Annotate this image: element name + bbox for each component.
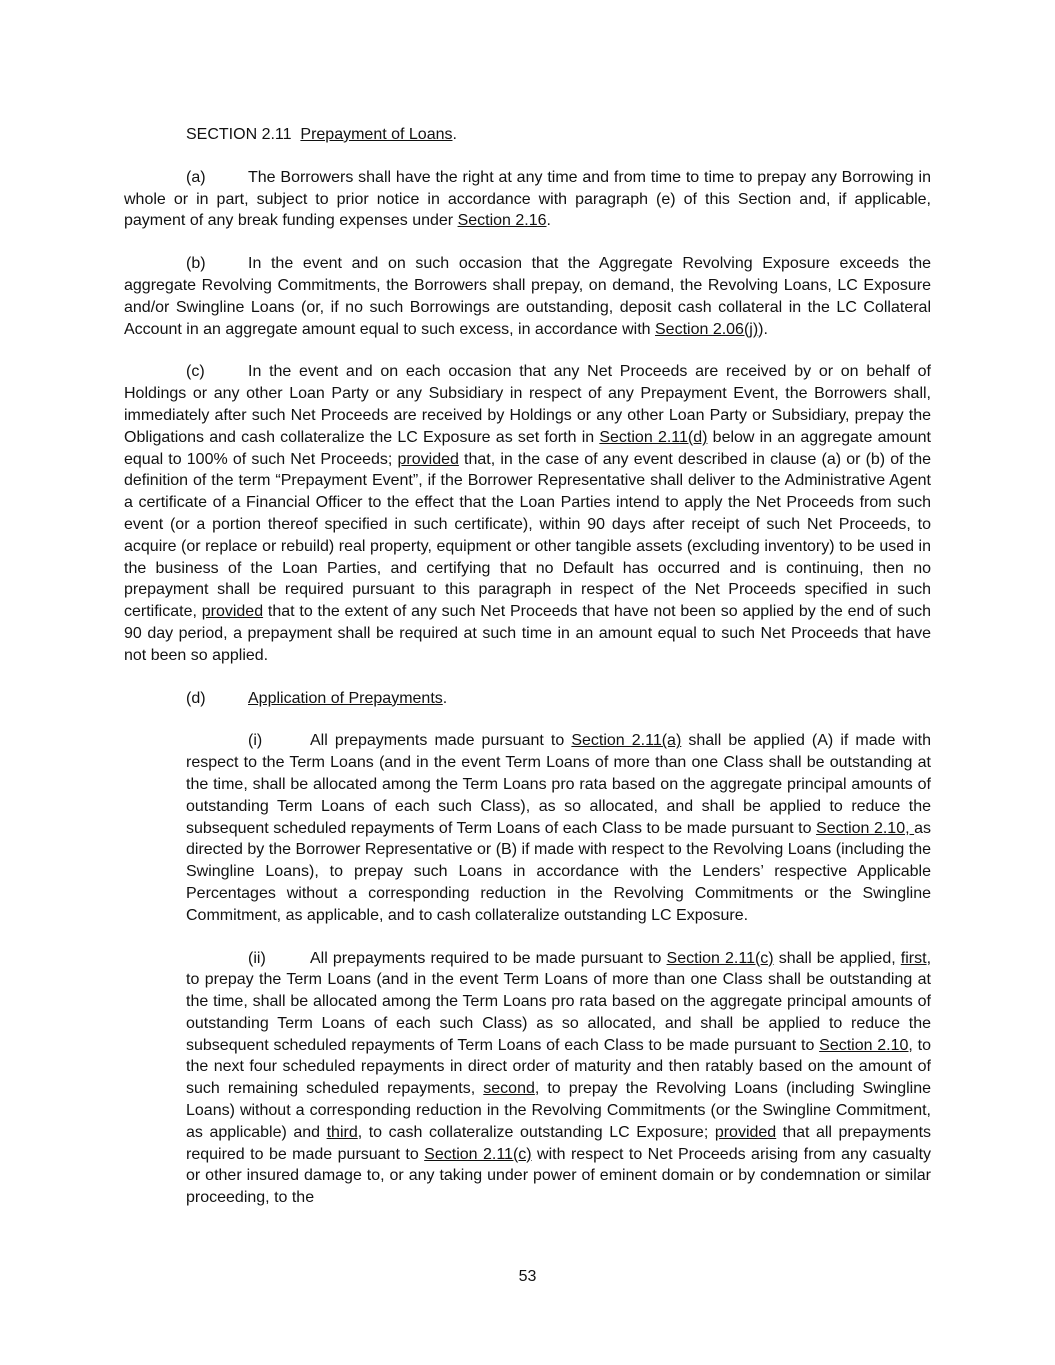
first-term: first <box>900 949 927 967</box>
second-term: second <box>483 1080 535 1098</box>
paragraph-d-ii-text-5: , to prepay the Revolving Loans (including Swingline Loans) without a corresponding reduction in the Revolving Commitments (or the Swingline Commitment, as applicable) and <box>186 1080 932 1141</box>
paragraph-d-ii-text: All prepayments required to be made pursuant to <box>310 949 667 967</box>
section-ref-2-11c: Section 2.11(c) <box>424 1145 532 1163</box>
section-ref-2-11c: Section 2.11(c) <box>666 949 774 967</box>
paragraph-d-ii-text-6: , to cash collateralize outstanding LC Exposure; <box>357 1123 715 1141</box>
provided-term: provided <box>201 603 264 621</box>
section-title: Prepayment of Loans <box>300 126 453 143</box>
paragraph-d-ii <box>186 948 931 1210</box>
paragraph-c-text: In the event and on each occasion that any Net Proceeds are received by or on behalf of Holdings or any other Loan Party or any Subsidiary in respect of any Prepayment Event, the Borrowers shall, immediately after such Net Proceeds are received by Holdings or any other Loan Party or Subsidiary, prepay the Obligations and cash collateralize the LC Exposure as set forth in <box>124 363 931 446</box>
section-ref-2-16: Section 2.16 <box>457 212 547 230</box>
paragraph-d-ii-text-7: that all prepayments required to be made pursuant to <box>186 1123 932 1163</box>
section-ref-2-11d: Section 2.11(d) <box>599 428 708 446</box>
section-ref-2-10: Section 2.10, <box>819 1036 913 1054</box>
paragraph-d-i-text-2: shall be applied (A) if made with respect to the Term Loans (and in the event Term Loans of more than one Class shall be outstanding at the time, shall be allocated among the Term Loans pro rata based on the aggregate principal amounts of outstanding Term Loans of each such Class), as so allocated, and shall be applied to reduce the subsequent scheduled repayments of Term Loans of each Class to be made pursuant to <box>186 732 931 837</box>
paragraph-c-text-4: that to the extent of any such Net Proceeds that have not been so applied by the end of such 90 day period, a prepayment shall be required at such time in an amount equal to such Net Proceeds that have not been so applied. <box>124 603 932 664</box>
paragraph-d-ii-text-8: with respect to Net Proceeds arising from any casualty or other insured damage to, or any taking under power of eminent domain or by condemnation or similar proceeding, to the <box>186 1145 932 1207</box>
page-number: 53 <box>518 1268 537 1285</box>
paragraph-d-ii-label: (ii) <box>248 949 266 967</box>
section-heading <box>124 124 931 146</box>
paragraph-c <box>124 361 931 666</box>
provided-term: provided <box>397 450 459 468</box>
paragraph-d-title-suffix: . <box>442 689 448 707</box>
paragraph-d-ii-text-2: shall be applied, <box>773 949 901 967</box>
paragraph-d-i-text-3: as directed by the Borrower Representative or (B) if made with respect to the Revolving Loans (including the Swingline Loans), to prepay such Loans in accordance with the Lenders’ respective Applicable Percentages without a corresponding reduction in the Revolving Commitments or the Swingline Commitment, as applicable, and to cash collateralize outstanding LC Exposure. <box>186 819 932 924</box>
paragraph-d-title: Application of Prepayments <box>248 689 443 707</box>
paragraph-d-label: (d) <box>186 689 206 707</box>
paragraph-d-i-text: All prepayments made pursuant to <box>310 732 572 750</box>
paragraph-b-label: (b) <box>186 255 206 273</box>
page-content <box>124 124 931 1230</box>
paragraph-d-i <box>186 730 931 926</box>
paragraph-d-ii-text-3: , to prepay the Term Loans (and in the event Term Loans of more than one Class shall be outstanding at the time, shall be allocated among the Term Loans pro rata based on the aggregate principal amounts of outstanding Term Loans of each such Class) as so allocated, and shall be applied to reduce the subsequent scheduled repayments of Term Loans of each Class to be made pursuant to <box>186 949 932 1054</box>
paragraph-a <box>124 167 931 232</box>
paragraph-a-label: (a) <box>186 168 206 186</box>
paragraph-b-text: In the event and on such occasion that the Aggregate Revolving Exposure exceeds the aggregate Revolving Commitments, the Borrowers shall prepay, on demand, the Revolving Loans, LC Exposure and/or Swingline Loans (or, if no such Borrowings are outstanding, deposit cash collateral in the LC Collateral Account in an aggregate amount equal to such excess, in accordance with <box>124 255 931 338</box>
section-ref-2-11a: Section 2.11(a) <box>571 732 682 750</box>
provided-term: provided <box>714 1123 777 1141</box>
paragraph-d-heading <box>124 688 931 710</box>
paragraph-d-i-label: (i) <box>248 732 263 750</box>
paragraph-c-text-3: that, in the case of any event described in clause (a) or (b) of the definition of the term “Prepayment Event”, if the Borrower Representative shall deliver to the Administrative Agent a certificate of a Financial Officer to the effect that the Loan Parties intend to apply the Net Proceeds from such event (or a portion thereof specified in such certificate), within 90 days after receipt of such Net Proceeds, to acquire (or replace or rebuild) real property, equipment or other tangible assets (excluding inventory) to be used in the business of the Loan Parties, and certifying that no Default has occurred and is continuing, then no prepayment shall be required pursuant to this paragraph in respect of the Net Proceeds specified in such certificate, <box>124 450 932 621</box>
section-number: SECTION 2.11 <box>186 126 292 143</box>
paragraph-c-text-2: below in an aggregate amount equal to 100% of such Net Proceeds; <box>124 428 931 468</box>
section-title-suffix: . <box>452 126 457 143</box>
paragraph-b-text-end: ). <box>758 320 768 338</box>
paragraph-d-ii-text-4: to the next four scheduled repayments in direct order of maturity and then ratably based on the amount of such remaining scheduled repayments, <box>186 1036 931 1098</box>
section-ref-2-10: Section 2.10, <box>816 819 915 837</box>
paragraph-a-text: The Borrowers shall have the right at any time and from time to time to prepay any Borrowing in whole or in part, subject to prior notice in accordance with paragraph (e) of this Section and, if applicable, payment of any break funding expenses under <box>124 168 931 230</box>
third-term: third <box>326 1123 358 1141</box>
paragraph-b <box>124 253 931 340</box>
paragraph-a-text-end: . <box>546 212 551 230</box>
section-ref-2-06j: Section 2.06(j) <box>655 320 759 338</box>
paragraph-c-label: (c) <box>186 363 205 381</box>
